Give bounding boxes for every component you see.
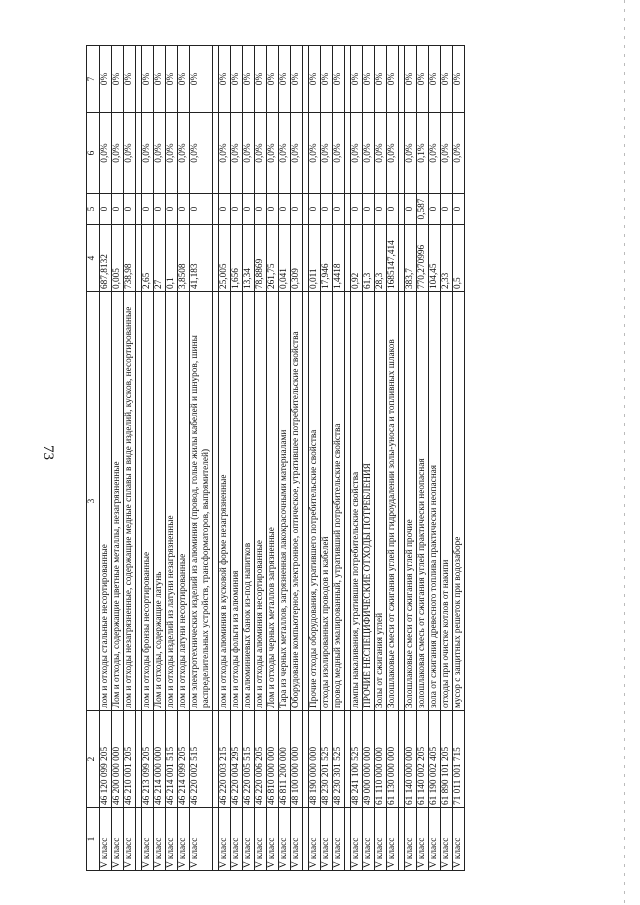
col5-cell: 0 xyxy=(124,194,136,225)
amount-cell: 0,1 xyxy=(166,225,178,292)
amount-cell: 17,946 xyxy=(321,225,333,292)
waste-name-cell: золошлаковая смесь от сжигания углей практически неопасная xyxy=(417,292,429,711)
amount-cell: 41,183 xyxy=(190,225,213,292)
hazard-class-cell: V класс xyxy=(351,808,363,871)
col7-cell: 0% xyxy=(417,46,429,113)
table-row xyxy=(405,46,417,871)
col7-cell: 0% xyxy=(243,46,255,113)
waste-table xyxy=(86,45,465,871)
col7-cell: 0% xyxy=(441,46,453,113)
col5-cell: 0 xyxy=(405,194,417,225)
percent-cell: 0,1% xyxy=(417,113,429,194)
waste-code-cell: 61 130 000 000 xyxy=(387,711,399,808)
col5-cell: 0 xyxy=(231,194,243,225)
col7-cell: 0% xyxy=(112,46,124,113)
col7-cell: 0% xyxy=(178,46,190,113)
hazard-class-cell: V класс xyxy=(291,808,303,871)
header-cell: 2 xyxy=(87,711,100,808)
table-row xyxy=(279,46,291,871)
waste-code-cell: 61 890 101 205 xyxy=(441,711,453,808)
percent-cell: 0,0% xyxy=(154,113,166,194)
amount-cell: 770,270996 xyxy=(417,225,429,292)
header-cell: 6 xyxy=(87,113,100,194)
waste-name-cell: лом и отходы бронзы несортированные xyxy=(142,292,154,711)
amount-cell: 61,3 xyxy=(363,225,375,292)
amount-cell: 78,8869 xyxy=(255,225,267,292)
header-cell: 7 xyxy=(87,46,100,113)
hazard-class-cell: V класс xyxy=(309,808,321,871)
col5-cell: 0 xyxy=(333,194,345,225)
waste-code-cell: 48 241 100 525 xyxy=(351,711,363,808)
waste-code-cell: 46 810 000 000 xyxy=(267,711,279,808)
table-row xyxy=(309,46,321,871)
table-row xyxy=(190,46,213,871)
waste-name-cell: Золошлаковые смеси от сжигания углей при гидроудалении золы-уноса и топливных шлаков xyxy=(387,292,399,711)
waste-name-cell: Тара из черных металлов, загрязненная лакокрасочными материалами xyxy=(279,292,291,711)
amount-cell: 0,309 xyxy=(291,225,303,292)
percent-cell: 0,0% xyxy=(231,113,243,194)
hazard-class-cell: V класс xyxy=(375,808,387,871)
percent-cell: 0,0% xyxy=(142,113,154,194)
percent-cell: 0,0% xyxy=(375,113,387,194)
col5-cell: 0 xyxy=(441,194,453,225)
table-row xyxy=(100,46,112,871)
col5-cell: 0 xyxy=(219,194,231,225)
waste-name-cell: Лом и отходы черных металлов загрязненные xyxy=(267,292,279,711)
amount-cell: 25,005 xyxy=(219,225,231,292)
waste-name-cell: лом алюминиевых банок из-под напитков xyxy=(243,292,255,711)
col7-cell: 0% xyxy=(255,46,267,113)
col5-cell: 0 xyxy=(363,194,375,225)
amount-cell: 261,75 xyxy=(267,225,279,292)
col5-cell: 0 xyxy=(166,194,178,225)
hazard-class-cell: V класс xyxy=(166,808,178,871)
amount-cell: 28,3 xyxy=(375,225,387,292)
col5-cell: 0 xyxy=(279,194,291,225)
percent-cell: 0,0% xyxy=(166,113,178,194)
hazard-class-cell: V класс xyxy=(333,808,345,871)
col7-cell: 0% xyxy=(375,46,387,113)
waste-name-cell: отходы при очистке котлов от накипи xyxy=(441,292,453,711)
waste-code-cell: 46 214 099 205 xyxy=(178,711,190,808)
hazard-class-cell: V класс xyxy=(190,808,213,871)
col5-cell: 0 xyxy=(453,194,465,225)
amount-cell: 2,65 xyxy=(142,225,154,292)
hazard-class-cell: V класс xyxy=(231,808,243,871)
col7-cell: 0% xyxy=(142,46,154,113)
table-row xyxy=(219,46,231,871)
col5-cell: 0 xyxy=(142,194,154,225)
waste-code-cell: 48 190 000 000 xyxy=(309,711,321,808)
waste-name-cell: Оборудование компьютерное, электронное, оптическое, утратившее потребительские свойства xyxy=(291,292,303,711)
amount-cell: 13,34 xyxy=(243,225,255,292)
amount-cell: 687,8132 xyxy=(100,225,112,292)
waste-name-cell: лом и отходы фольги из алюминия xyxy=(231,292,243,711)
waste-code-cell: 61 110 000 000 xyxy=(375,711,387,808)
hazard-class-cell: V класс xyxy=(387,808,399,871)
col7-cell: 0% xyxy=(351,46,363,113)
percent-cell: 0,0% xyxy=(309,113,321,194)
col7-cell: 0% xyxy=(363,46,375,113)
waste-code-cell: 46 213 099 205 xyxy=(142,711,154,808)
col5-cell: 0 xyxy=(178,194,190,225)
waste-code-cell: 46 214 000 000 xyxy=(154,711,166,808)
col5-cell: 0 xyxy=(190,194,213,225)
col7-cell: 0% xyxy=(405,46,417,113)
waste-name-cell: провод медный эмалированный, утративший потребительские свойства xyxy=(333,292,345,711)
col5-cell: 0 xyxy=(100,194,112,225)
amount-cell: 27 xyxy=(154,225,166,292)
hazard-class-cell: V класс xyxy=(363,808,375,871)
percent-cell: 0,0% xyxy=(429,113,441,194)
waste-code-cell: 61 190 002 405 xyxy=(429,711,441,808)
table-row xyxy=(112,46,124,871)
waste-name-cell: Лом и отходы, содержащие латунь xyxy=(154,292,166,711)
amount-cell: 383,7 xyxy=(405,225,417,292)
col7-cell: 0% xyxy=(231,46,243,113)
col7-cell: 0% xyxy=(190,46,213,113)
waste-code-cell: 46 220 003 215 xyxy=(219,711,231,808)
amount-cell: 1,656 xyxy=(231,225,243,292)
table-row xyxy=(255,46,267,871)
table-row xyxy=(453,46,465,871)
percent-cell: 0,0% xyxy=(279,113,291,194)
hazard-class-cell: V класс xyxy=(100,808,112,871)
hazard-class-cell: V класс xyxy=(429,808,441,871)
waste-name-cell: лом и отходы стальные несортированные xyxy=(100,292,112,711)
table-row xyxy=(178,46,190,871)
table-row xyxy=(321,46,333,871)
waste-name-cell: зола от сжигания древесного топлива практически неопасная xyxy=(429,292,441,711)
col5-cell: 0 xyxy=(154,194,166,225)
header-cell: 4 xyxy=(87,225,100,292)
table-row xyxy=(154,46,166,871)
waste-name-cell: лом и отходы незагрязненные, содержащие медные сплавы в виде изделий, кусков, несортированные xyxy=(124,292,136,711)
table-row xyxy=(429,46,441,871)
waste-code-cell: 46 220 002 515 xyxy=(190,711,213,808)
waste-code-cell: 48 230 301 525 xyxy=(333,711,345,808)
percent-cell: 0,0% xyxy=(124,113,136,194)
table-row xyxy=(124,46,136,871)
waste-code-cell: 46 210 001 205 xyxy=(124,711,136,808)
percent-cell: 0,0% xyxy=(219,113,231,194)
scan-edge-marks xyxy=(624,0,625,905)
percent-cell: 0,0% xyxy=(351,113,363,194)
amount-cell: 3,8508 xyxy=(178,225,190,292)
col7-cell: 0% xyxy=(291,46,303,113)
table-row xyxy=(166,46,178,871)
percent-cell: 0,0% xyxy=(255,113,267,194)
col5-cell: 0 xyxy=(375,194,387,225)
col7-cell: 0% xyxy=(100,46,112,113)
amount-cell: 0,92 xyxy=(351,225,363,292)
waste-name-cell: лом электротехнических изделий из алюминия (провод, голые жилы кабелей и шнуров, шины распределительных устройств, трансформаторов, выпрямителей) xyxy=(190,292,213,711)
percent-cell: 0,0% xyxy=(190,113,213,194)
col5-cell: 0,587 xyxy=(417,194,429,225)
waste-code-cell: 49 000 000 000 xyxy=(363,711,375,808)
table-row xyxy=(142,46,154,871)
waste-code-cell: 61 140 002 205 xyxy=(417,711,429,808)
percent-cell: 0,0% xyxy=(333,113,345,194)
col7-cell: 0% xyxy=(267,46,279,113)
percent-cell: 0,0% xyxy=(321,113,333,194)
rotated-page xyxy=(86,72,556,871)
hazard-class-cell: V класс xyxy=(321,808,333,871)
amount-cell: 2,33 xyxy=(441,225,453,292)
table-row xyxy=(231,46,243,871)
table-row xyxy=(441,46,453,871)
col5-cell: 0 xyxy=(255,194,267,225)
waste-name-cell: Прочие отходы оборудования, утратившего потребительские свойства xyxy=(309,292,321,711)
page-number: 73 xyxy=(40,445,56,460)
table-row xyxy=(375,46,387,871)
percent-cell: 0,0% xyxy=(453,113,465,194)
hazard-class-cell: V класс xyxy=(255,808,267,871)
hazard-class-cell: V класс xyxy=(219,808,231,871)
col7-cell: 0% xyxy=(321,46,333,113)
waste-name-cell: Золошлаковые смеси от сжигания углей прочие xyxy=(405,292,417,711)
col5-cell: 0 xyxy=(351,194,363,225)
waste-code-cell: 46 200 000 000 xyxy=(112,711,124,808)
col5-cell: 0 xyxy=(429,194,441,225)
col7-cell: 0% xyxy=(279,46,291,113)
waste-code-cell: 46 220 006 205 xyxy=(255,711,267,808)
hazard-class-cell: V класс xyxy=(441,808,453,871)
waste-code-cell: 46 214 001 515 xyxy=(166,711,178,808)
col7-cell: 0% xyxy=(429,46,441,113)
hazard-class-cell: V класс xyxy=(154,808,166,871)
table-row xyxy=(267,46,279,871)
waste-name-cell: Золы от сжигания углей xyxy=(375,292,387,711)
waste-code-cell: 46 220 004 295 xyxy=(231,711,243,808)
hazard-class-cell: V класс xyxy=(112,808,124,871)
table-row xyxy=(363,46,375,871)
col5-cell: 0 xyxy=(243,194,255,225)
percent-cell: 0,0% xyxy=(112,113,124,194)
waste-code-cell: 46 811 200 000 xyxy=(279,711,291,808)
amount-cell: 1,4418 xyxy=(333,225,345,292)
percent-cell: 0,0% xyxy=(387,113,399,194)
col5-cell: 0 xyxy=(309,194,321,225)
table-row xyxy=(333,46,345,871)
col7-cell: 0% xyxy=(333,46,345,113)
waste-code-cell: 61 140 000 000 xyxy=(405,711,417,808)
table-row xyxy=(291,46,303,871)
col7-cell: 0% xyxy=(154,46,166,113)
col5-cell: 0 xyxy=(112,194,124,225)
table-row xyxy=(417,46,429,871)
hazard-class-cell: V класс xyxy=(453,808,465,871)
header-row xyxy=(87,46,100,871)
waste-code-cell: 46 220 005 515 xyxy=(243,711,255,808)
percent-cell: 0,0% xyxy=(267,113,279,194)
waste-name-cell: Лом и отходы, содержащие цветные металлы, незагрязненные xyxy=(112,292,124,711)
percent-cell: 0,0% xyxy=(100,113,112,194)
table-row xyxy=(351,46,363,871)
waste-name-cell: мусор с защитных решеток при водозаборе xyxy=(453,292,465,711)
hazard-class-cell: V класс xyxy=(417,808,429,871)
col5-cell: 0 xyxy=(291,194,303,225)
waste-name-cell: лом и отходы алюминия несортированные xyxy=(255,292,267,711)
waste-name-cell: лом и отходы изделий из латуни незагрязненные xyxy=(166,292,178,711)
table-row xyxy=(387,46,399,871)
col7-cell: 0% xyxy=(124,46,136,113)
col7-cell: 0% xyxy=(219,46,231,113)
hazard-class-cell: V класс xyxy=(279,808,291,871)
col7-cell: 0% xyxy=(309,46,321,113)
col7-cell: 0% xyxy=(387,46,399,113)
header-cell: 1 xyxy=(87,808,100,871)
hazard-class-cell: V класс xyxy=(142,808,154,871)
waste-code-cell: 71 011 001 715 xyxy=(453,711,465,808)
hazard-class-cell: V класс xyxy=(405,808,417,871)
hazard-class-cell: V класс xyxy=(267,808,279,871)
waste-name-cell: отходы изолированных проводов и кабелей xyxy=(321,292,333,711)
waste-code-cell: 48 100 000 000 xyxy=(291,711,303,808)
hazard-class-cell: V класс xyxy=(243,808,255,871)
header-cell: 5 xyxy=(87,194,100,225)
percent-cell: 0,0% xyxy=(178,113,190,194)
waste-name-cell: ПРОЧИЕ НЕСПЕЦИФИЧЕСКИЕ ОТХОДЫ ПОТРЕБЛЕНИЯ xyxy=(363,292,375,711)
amount-cell: 1685147,414 xyxy=(387,225,399,292)
col5-cell: 0 xyxy=(321,194,333,225)
amount-cell: 0,5 xyxy=(453,225,465,292)
percent-cell: 0,0% xyxy=(243,113,255,194)
col7-cell: 0% xyxy=(453,46,465,113)
amount-cell: 104,45 xyxy=(429,225,441,292)
waste-name-cell: лом и отходы латуни несортированные xyxy=(178,292,190,711)
percent-cell: 0,0% xyxy=(405,113,417,194)
hazard-class-cell: V класс xyxy=(124,808,136,871)
amount-cell: 0,011 xyxy=(309,225,321,292)
amount-cell: 738,98 xyxy=(124,225,136,292)
waste-name-cell: лом и отходы алюминия в кусковой форме незагрязненные xyxy=(219,292,231,711)
amount-cell: 0,005 xyxy=(112,225,124,292)
col5-cell: 0 xyxy=(387,194,399,225)
percent-cell: 0,0% xyxy=(291,113,303,194)
col5-cell: 0 xyxy=(267,194,279,225)
waste-code-cell: 48 230 201 525 xyxy=(321,711,333,808)
waste-name-cell: лампы накаливания, утратившие потребительские свойства xyxy=(351,292,363,711)
percent-cell: 0,0% xyxy=(363,113,375,194)
amount-cell: 0,041 xyxy=(279,225,291,292)
hazard-class-cell: V класс xyxy=(178,808,190,871)
waste-code-cell: 46 120 099 205 xyxy=(100,711,112,808)
header-cell: 3 xyxy=(87,292,100,711)
col7-cell: 0% xyxy=(166,46,178,113)
table-row xyxy=(243,46,255,871)
percent-cell: 0,0% xyxy=(441,113,453,194)
